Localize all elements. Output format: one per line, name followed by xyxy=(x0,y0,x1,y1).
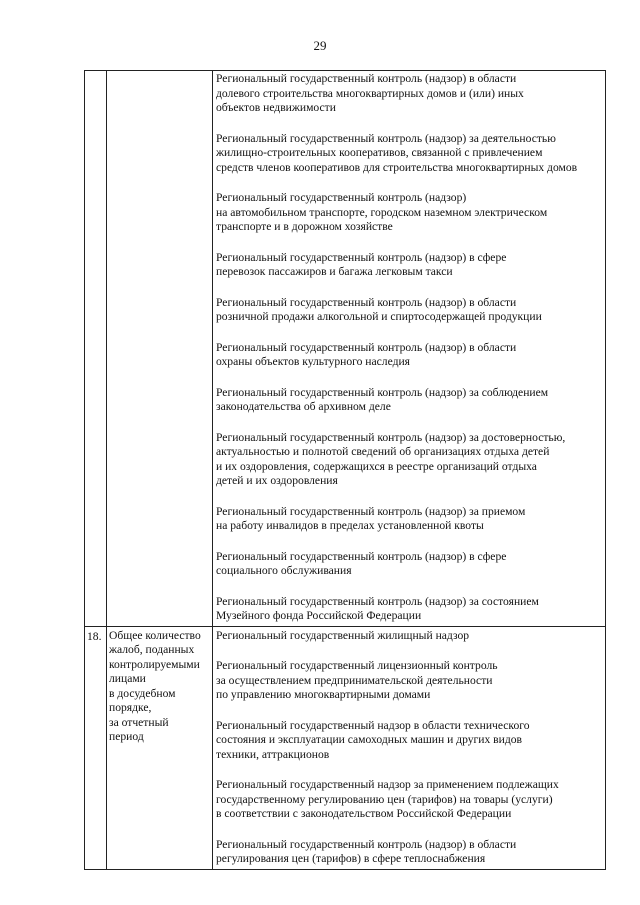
row-number: 18. xyxy=(87,629,102,643)
control-types-cell xyxy=(213,626,606,869)
table-row xyxy=(85,626,606,869)
row-number-cell xyxy=(85,626,107,869)
indicator-text xyxy=(107,71,212,73)
control-type-item: Региональный государственный контроль (надзор) в области регулирования цен (тарифов) в сфере теплоснабжения xyxy=(216,837,517,865)
row-number xyxy=(85,71,106,74)
control-type-item: Региональный государственный жилищный надзор xyxy=(216,628,470,642)
control-type-item: Региональный государственный контроль (надзор) за состоянием Музейного фонда Российской Федерации xyxy=(216,594,539,622)
control-type-item: Региональный государственный контроль (надзор) в области охраны объектов культурного наследия xyxy=(216,340,517,368)
page-number: 29 xyxy=(313,38,327,53)
control-type-item: Региональный государственный лицензионный контроль за осуществлением предпринимательской деятельности по управлению многоквартирными домами xyxy=(216,659,498,701)
control-type-item: Региональный государственный надзор в области технического состояния и эксплуатации самоходных машин и других видов техники, аттракционов xyxy=(216,718,530,761)
control-types-cell xyxy=(213,71,606,627)
indicator-text: Общее количество жалоб, поданных контролируемыми лицами в досудебном порядке, за отчетный период xyxy=(109,628,201,743)
control-type-item: Региональный государственный контроль (надзор) на автомобильном транспорте, городском наземном электрическом транспорте и в дорожном хозяйстве xyxy=(216,191,548,233)
control-type-item: Региональный государственный контроль (надзор) в области розничной продажи алкогольной и спиртосодержащей продукции xyxy=(216,295,542,323)
table-row xyxy=(85,71,606,627)
control-type-item: Региональный государственный контроль (надзор) в области долевого строительства многоквартирных домов и (или) иных объектов недвижимости xyxy=(216,72,524,114)
control-type-item: Региональный государственный контроль (надзор) за приемом на работу инвалидов в пределах установленной квоты xyxy=(216,504,526,532)
control-type-item: Региональный государственный контроль (надзор) в сфере перевозок пассажиров и багажа легковым такси xyxy=(216,250,507,278)
control-type-item: Региональный государственный надзор за применением подлежащих государственному регулированию цен (тарифов) на товары (услуги) в соответствии с законодательством Российской Федерации xyxy=(216,778,559,820)
row-number-cell xyxy=(85,71,107,627)
control-table xyxy=(84,70,606,870)
control-type-item: Региональный государственный контроль (надзор) в сфере социального обслуживания xyxy=(216,549,507,577)
indicator-cell xyxy=(107,626,213,869)
control-type-item: Региональный государственный контроль (надзор) за деятельностью жилищно-строительных кооперативов, связанной с привлечением средств членов кооперативов для строительства многоквартирных домов xyxy=(216,131,578,174)
indicator-cell xyxy=(107,71,213,627)
control-type-item: Региональный государственный контроль (надзор) за достоверностью, актуальностью и полнотой сведений об организациях отдыха детей и их оздоровления, содержащихся в реестре организаций отдыха детей и их оздоровления xyxy=(216,430,566,487)
control-type-item: Региональный государственный контроль (надзор) за соблюдением законодательства об архивном деле xyxy=(216,385,549,413)
